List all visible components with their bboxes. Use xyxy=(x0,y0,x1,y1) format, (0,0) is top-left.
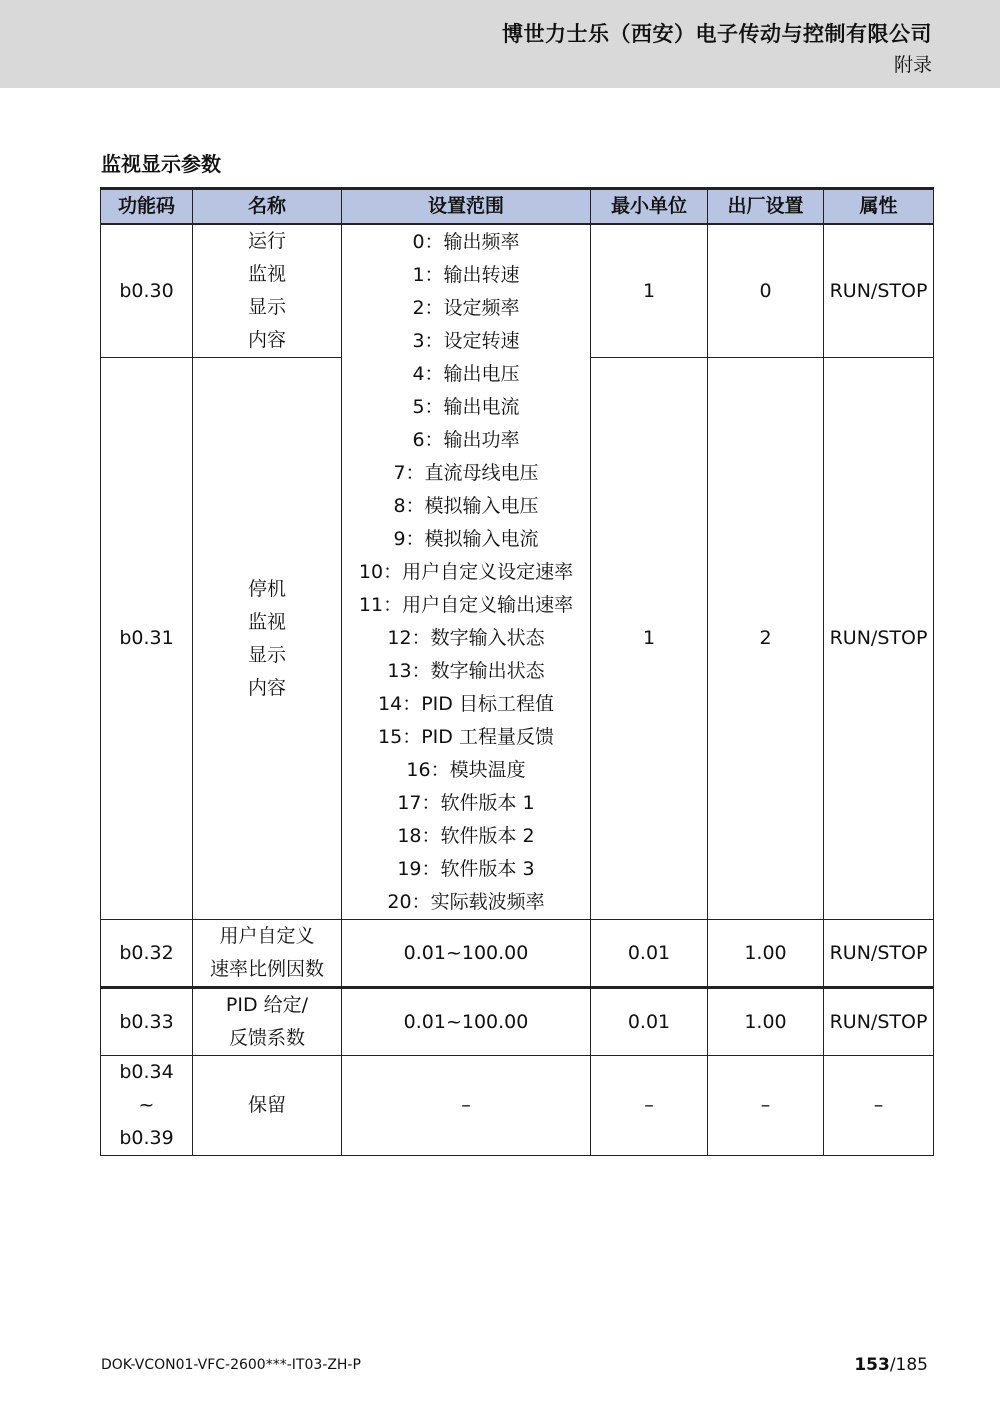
param-name: PID 给定/ 反馈系数 xyxy=(193,988,342,1056)
param-range: – xyxy=(342,1056,591,1156)
param-default: 1.00 xyxy=(708,920,824,988)
document-id: DOK-VCON01-VFC-2600***-IT03-ZH-P xyxy=(101,1357,361,1373)
param-name: 停机 监视 显示 内容 xyxy=(193,358,342,920)
param-unit: 0.01 xyxy=(591,988,708,1056)
param-attr: – xyxy=(824,1056,934,1156)
param-unit: – xyxy=(591,1056,708,1156)
column-header-name: 名称 xyxy=(193,189,342,225)
param-default: 0 xyxy=(708,224,824,358)
param-default: 2 xyxy=(708,358,824,920)
column-header-attr: 属性 xyxy=(824,189,934,225)
total-pages: /185 xyxy=(889,1355,928,1375)
param-name: 保留 xyxy=(193,1056,342,1156)
column-header-unit: 最小单位 xyxy=(591,189,708,225)
section-label: 附录 xyxy=(893,54,932,76)
param-code: b0.30 xyxy=(101,224,193,358)
column-header-default: 出厂设置 xyxy=(708,189,824,225)
param-attr: RUN/STOP xyxy=(824,358,934,920)
param-range: 0.01~100.00 xyxy=(342,988,591,1056)
param-range-list: 0：输出频率 1：输出转速 2：设定频率 3：设定转速 4：输出电压 5：输出电流 6：输出功率 7：直流母线电压 8：模拟输入电压 9：模拟输入电流 10：用户自定义设定速率 11：用户自定义输出速率 12：数字输入状态 13：数字输出状态 14：PID 目标工程值 15：PID 工程量反馈 16：模块温度 17：软件版本 1 18：软件版本 2 19：软件版本 3 20：实际载波频率 xyxy=(342,224,591,920)
param-unit: 1 xyxy=(591,224,708,358)
page-number xyxy=(854,1355,928,1375)
page-header xyxy=(0,0,1000,88)
param-name: 运行 监视 显示 内容 xyxy=(193,224,342,358)
table-header-row xyxy=(101,189,934,225)
param-attr: RUN/STOP xyxy=(824,920,934,988)
param-attr: RUN/STOP xyxy=(824,988,934,1056)
param-name: 用户自定义 速率比例因数 xyxy=(193,920,342,988)
table-row xyxy=(101,920,934,988)
param-default: 1.00 xyxy=(708,988,824,1056)
param-unit: 0.01 xyxy=(591,920,708,988)
table-row xyxy=(101,1056,934,1156)
company-name: 博世力士乐（西安）电子传动与控制有限公司 xyxy=(502,22,932,46)
param-code: b0.34 ~ b0.39 xyxy=(101,1056,193,1156)
column-header-range: 设置范围 xyxy=(342,189,591,225)
column-header-code: 功能码 xyxy=(101,189,193,225)
param-attr: RUN/STOP xyxy=(824,224,934,358)
table-row xyxy=(101,224,934,358)
param-range: 0.01~100.00 xyxy=(342,920,591,988)
param-code: b0.32 xyxy=(101,920,193,988)
section-title: 监视显示参数 xyxy=(101,152,221,176)
current-page: 153 xyxy=(854,1355,890,1375)
parameter-table xyxy=(100,187,934,1156)
param-default: – xyxy=(708,1056,824,1156)
param-code: b0.33 xyxy=(101,988,193,1056)
table-row xyxy=(101,988,934,1056)
param-code: b0.31 xyxy=(101,358,193,920)
param-unit: 1 xyxy=(591,358,708,920)
